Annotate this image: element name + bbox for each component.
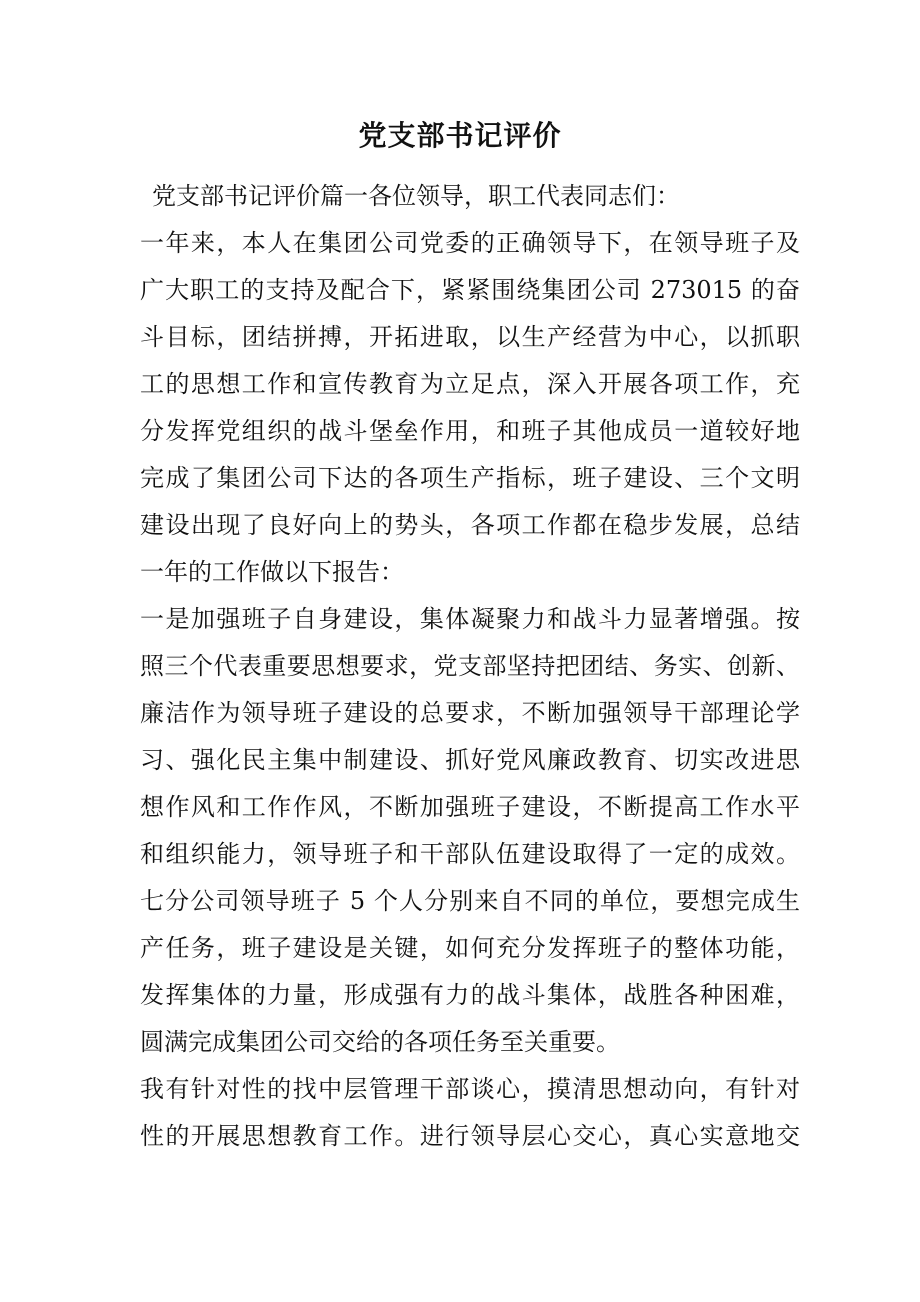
paragraph-line: 一年的工作做以下报告： — [140, 558, 404, 586]
paragraph-line: 和组织能力，领导班子和干部队伍建设取得了一定的成效。 — [140, 840, 800, 868]
paragraph-line: 产任务，班子建设是关键，如何充分发挥班子的整体功能， — [140, 934, 800, 962]
paragraph-line: 我有针对性的找中层管理干部谈心，摸清思想动向，有针对 — [140, 1075, 800, 1103]
paragraph-line: 照三个代表重要思想要求，党支部坚持把团结、务实、创新、 — [140, 652, 800, 680]
paragraph-line: 发挥集体的力量，形成强有力的战斗集体，战胜各种困难， — [140, 981, 800, 1009]
paragraph-line: 性的开展思想教育工作。进行领导层心交心，真心实意地交 — [140, 1122, 800, 1150]
paragraph-line: 一是加强班子自身建设，集体凝聚力和战斗力显著增强。按 — [140, 605, 800, 633]
paragraph-line: 广大职工的支持及配合下，紧紧围绕集团公司 273015 的奋 — [140, 276, 800, 304]
paragraph-line: 工的思想工作和宣传教育为立足点，深入开展各项工作，充 — [140, 370, 800, 398]
paragraph-line: 建设出现了良好向上的势头，各项工作都在稳步发展，总结 — [140, 511, 800, 539]
paragraph-line: 想作风和工作作风，不断加强班子建设，不断提高工作水平 — [140, 793, 800, 821]
paragraph-line: 完成了集团公司下达的各项生产指标，班子建设、三个文明 — [140, 464, 800, 492]
paragraph-line: 分发挥党组织的战斗堡垒作用，和班子其他成员一道较好地 — [140, 417, 800, 445]
paragraph-line: 廉洁作为领导班子建设的总要求，不断加强领导干部理论学 — [140, 699, 800, 727]
paragraph-line: 斗目标，团结拼搏，开拓进取，以生产经营为中心，以抓职 — [140, 323, 800, 351]
paragraph-line: 习、强化民主集中制建设、抓好党风廉政教育、切实改进思 — [140, 746, 800, 774]
paragraph-line: 圆满完成集团公司交给的各项任务至关重要。 — [140, 1028, 620, 1056]
document-title: 党支部书记评价 — [358, 119, 562, 152]
document-body — [140, 173, 800, 1160]
paragraph-line: 党支部书记评价篇一各位领导，职工代表同志们： — [152, 182, 680, 210]
paragraph-line: 一年来，本人在集团公司党委的正确领导下，在领导班子及 — [140, 229, 800, 257]
paragraph-line: 七分公司领导班子 5 个人分别来自不同的单位，要想完成生 — [140, 887, 800, 915]
